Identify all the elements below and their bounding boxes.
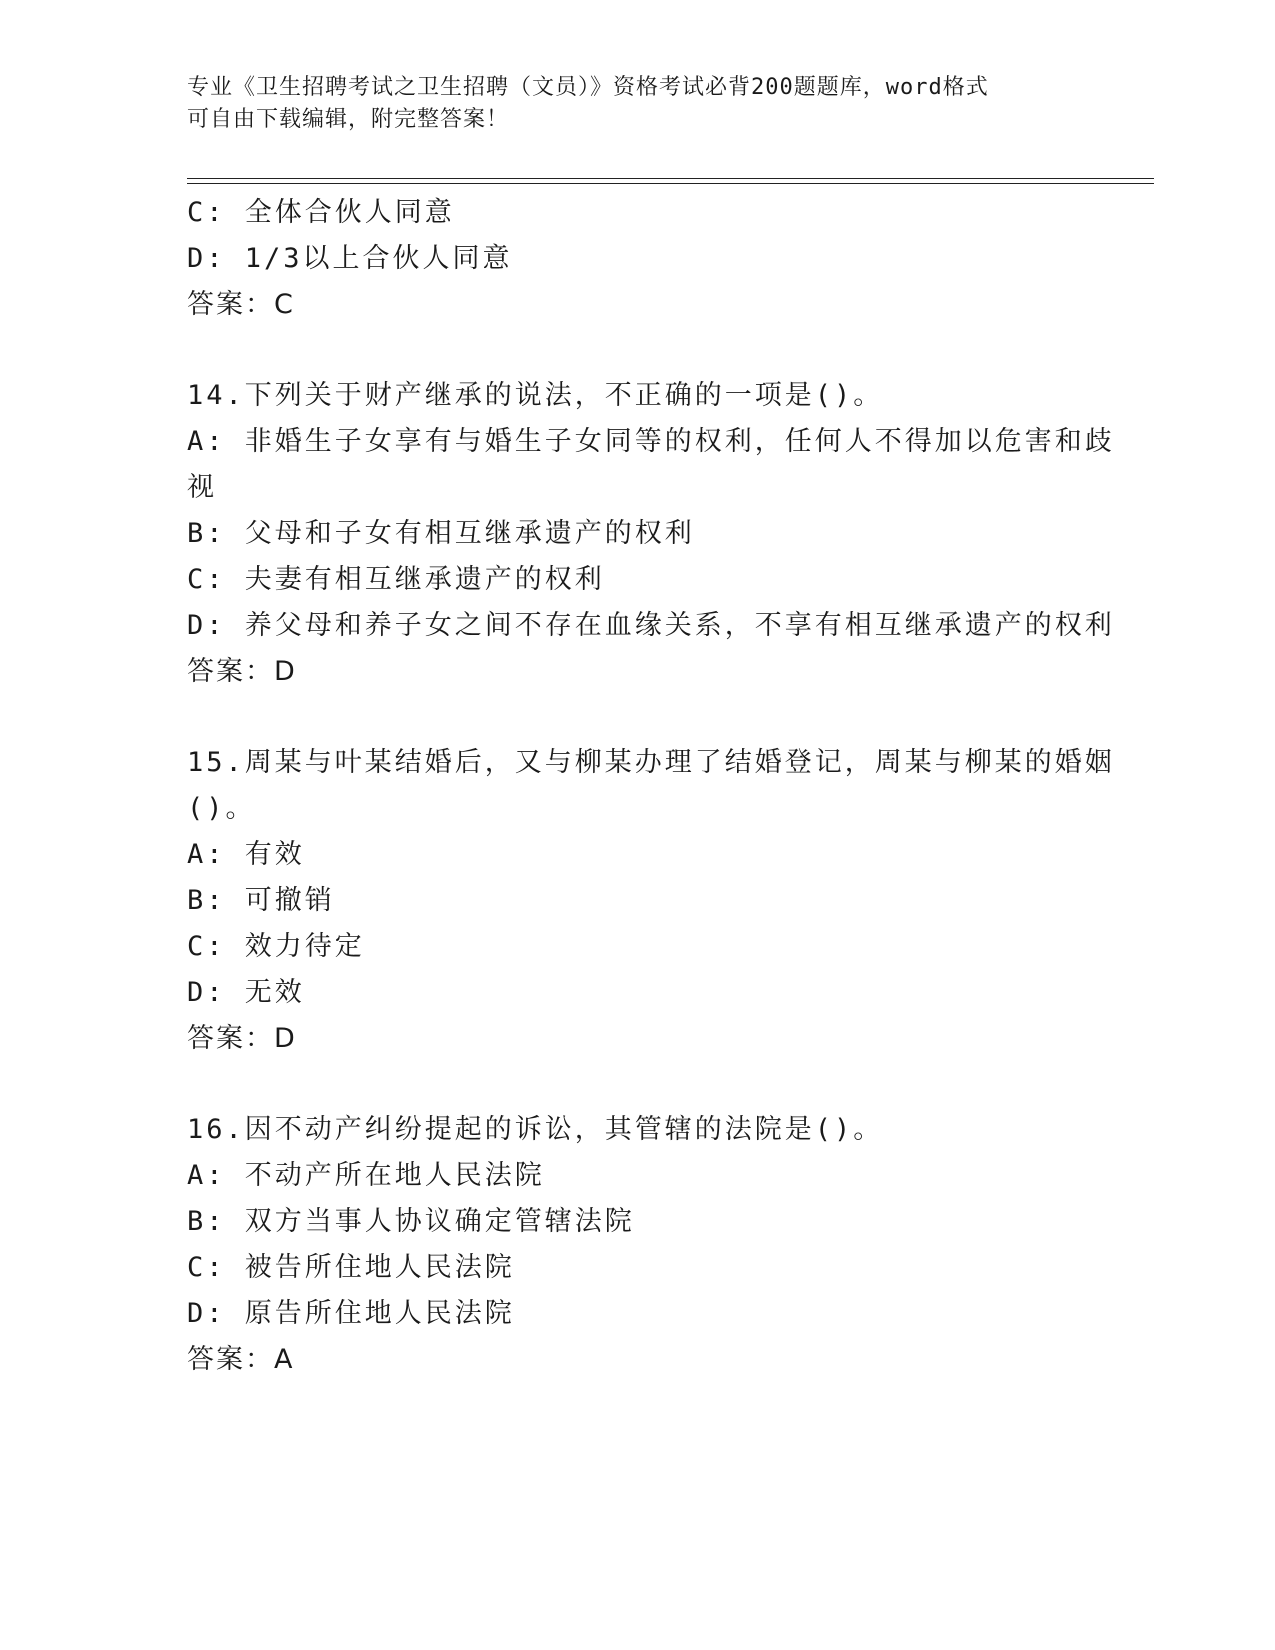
- header-title-line-1: 专业《卫生招聘考试之卫生招聘（文员）》资格考试必背200题题库，word格式: [187, 75, 989, 100]
- document-header: [187, 72, 1067, 136]
- option-c: C: 被告所住地人民法院: [187, 1252, 515, 1283]
- option-c: C: 夫妻有相互继承遗产的权利: [187, 564, 605, 595]
- answer-line: 答案：C: [187, 289, 295, 320]
- question-list: [187, 190, 1115, 1383]
- answer-line: 答案：D: [187, 1023, 297, 1054]
- option-c: C: 效力待定: [187, 931, 365, 962]
- question-16: [187, 1107, 1087, 1383]
- header-title-line-2: 可自由下载编辑，附完整答案！: [187, 107, 510, 132]
- question-stem: 14.下列关于财产继承的说法，不正确的一项是()。: [187, 380, 884, 411]
- option-d: D: 1/3以上合伙人同意: [187, 243, 513, 274]
- option-b: B: 可撤销: [187, 885, 335, 916]
- header-divider-top: [187, 178, 1154, 179]
- option-a: A: 非婚生子女享有与婚生子女同等的权利，任何人不得加以危害和歧: [187, 426, 1115, 457]
- option-d: D: 无效: [187, 977, 305, 1008]
- question-spacer: [187, 695, 1087, 740]
- option-d: D: 原告所住地人民法院: [187, 1298, 515, 1329]
- option-b: B: 双方当事人协议确定管辖法院: [187, 1206, 635, 1237]
- option-d: D: 养父母和养子女之间不存在血缘关系，不享有相互继承遗产的权利: [187, 610, 1115, 641]
- question-spacer: [187, 328, 1087, 373]
- question-13-continued: [187, 190, 1087, 328]
- option-c: C: 全体合伙人同意: [187, 197, 455, 228]
- answer-line: 答案：A: [187, 1344, 295, 1375]
- option-a-continued: 视: [187, 472, 217, 503]
- answer-line: 答案：D: [187, 656, 297, 687]
- header-divider-bottom: [187, 183, 1154, 184]
- question-14: [187, 373, 1115, 695]
- option-a: A: 不动产所在地人民法院: [187, 1160, 545, 1191]
- question-stem-continued: ()。: [187, 793, 256, 824]
- option-a: A: 有效: [187, 839, 305, 870]
- question-stem: 16.因不动产纠纷提起的诉讼，其管辖的法院是()。: [187, 1114, 884, 1145]
- question-spacer: [187, 1062, 1087, 1107]
- question-stem: 15.周某与叶某结婚后，又与柳某办理了结婚登记，周某与柳某的婚姻: [187, 747, 1115, 778]
- question-15: [187, 740, 1115, 1062]
- option-b: B: 父母和子女有相互继承遗产的权利: [187, 518, 695, 549]
